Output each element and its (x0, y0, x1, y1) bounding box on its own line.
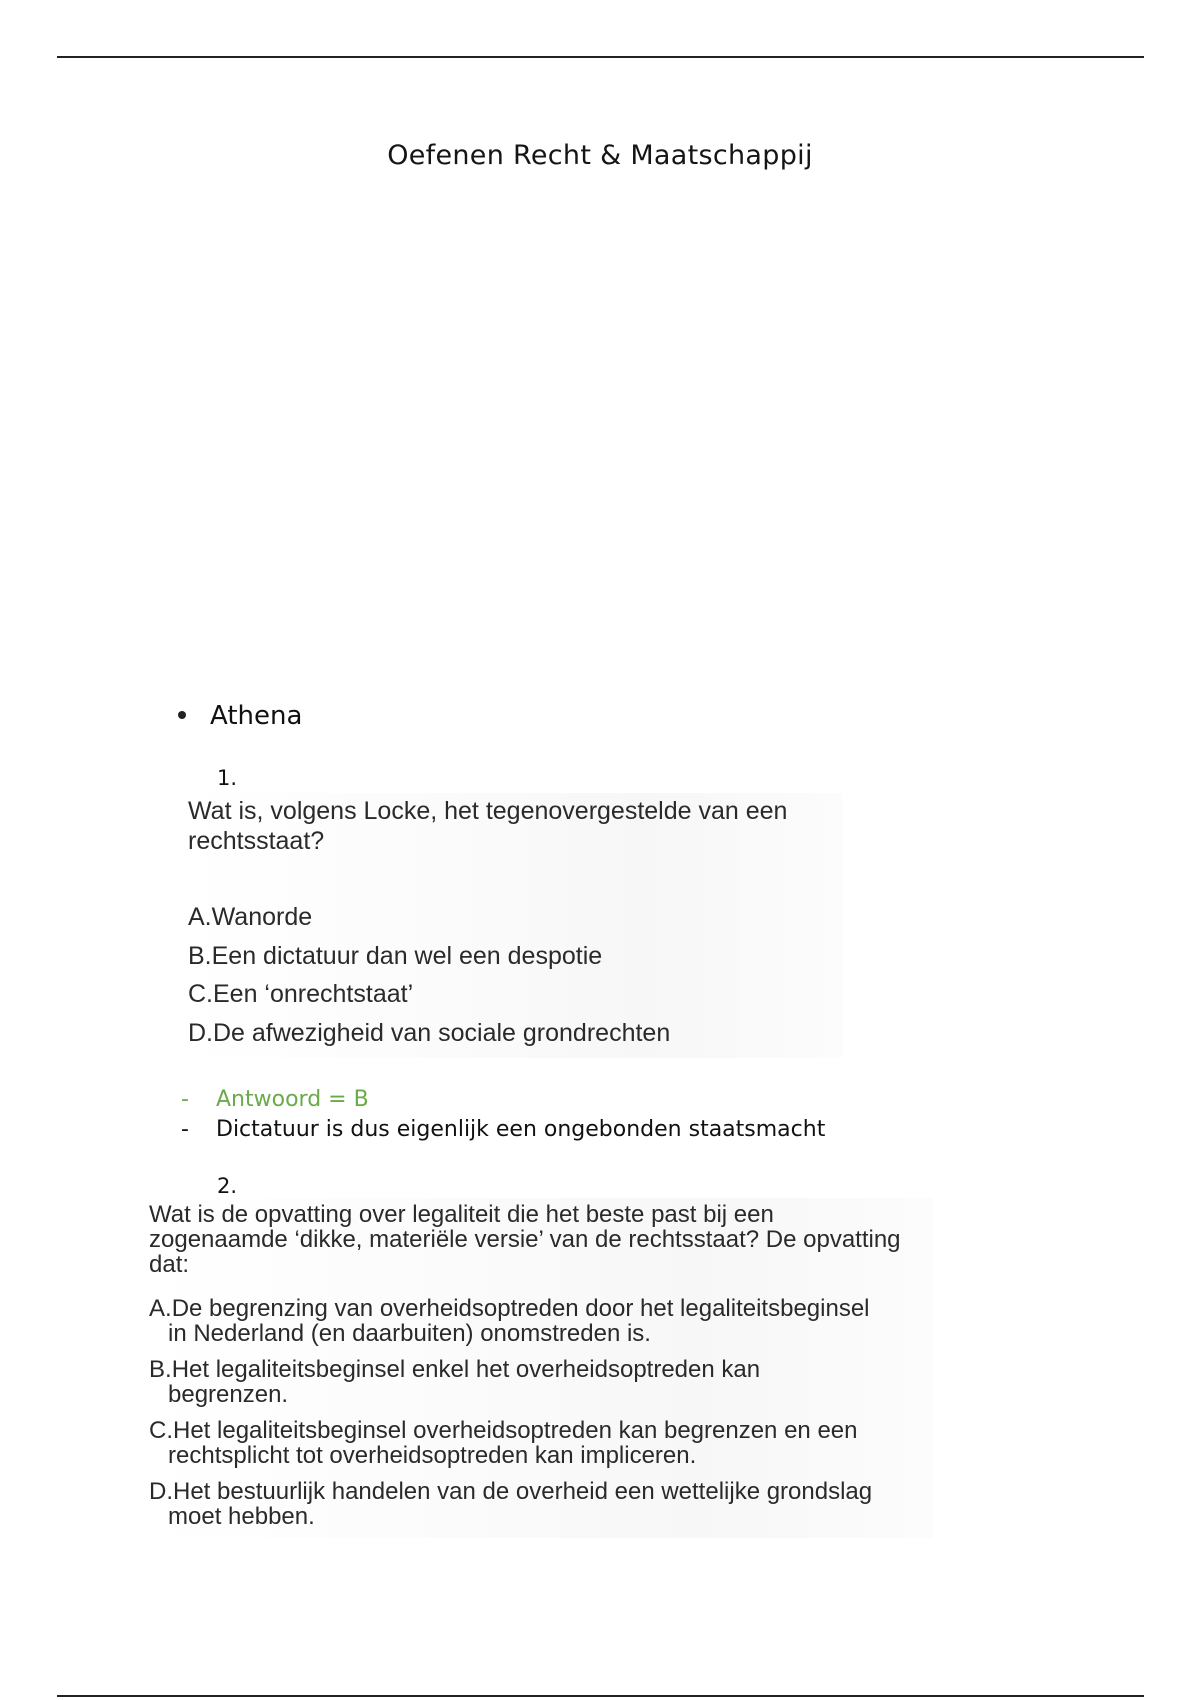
question-1-text: Wat is, volgens Locke, het tegenovergestelde van een rechtsstaat? (188, 797, 788, 855)
section-label: Athena (210, 701, 303, 731)
document-title: Oefenen Recht & Maatschappij (387, 140, 813, 171)
question-1-option-d (188, 1019, 670, 1048)
question-1-number: 1. (217, 766, 238, 790)
question-2-option-d (149, 1479, 919, 1529)
question-2-option-a (149, 1296, 919, 1346)
option-continuation: in Nederland (en daarbuiten) onomstreden is. (168, 1320, 651, 1347)
explanation-text: Dictatuur is dus eigenlijk een ongebonden staatsmacht (216, 1117, 826, 1142)
option-letter: A. (149, 1295, 172, 1322)
option-letter: D. (149, 1478, 173, 1505)
option-text: Een dictatuur dan wel een despotie (211, 942, 603, 970)
option-letter: C. (188, 980, 213, 1008)
option-text: Het bestuurlijk handelen van de overheid een wettelijke grondslag (173, 1478, 873, 1505)
question-2-number: 2. (217, 1174, 238, 1198)
option-text: Het legaliteitsbeginsel overheidsoptreden kan begrenzen en een (173, 1417, 858, 1444)
option-continuation: rechtsplicht tot overheidsoptreden kan impliceren. (168, 1442, 697, 1469)
question-2-option-b (149, 1357, 919, 1407)
option-continuation: begrenzen. (168, 1381, 289, 1408)
option-letter: B. (149, 1356, 172, 1383)
option-letter: D. (188, 1019, 213, 1047)
option-text: Het legaliteitsbeginsel enkel het overheidsoptreden kan (171, 1356, 761, 1383)
question-1-answer (181, 1087, 369, 1112)
bullet-icon (178, 711, 186, 719)
question-1-option-b (188, 942, 602, 971)
option-letter: C. (149, 1417, 173, 1444)
question-2-option-c (149, 1418, 919, 1468)
option-text: De begrenzing van overheidsoptreden door het legaliteitsbeginsel (171, 1295, 870, 1322)
question-2-text: Wat is de opvatting over legaliteit die het beste past bij een zogenaamde ‘dikke, materiële versie’ van de rechtsstaat? De opvatting dat: (149, 1201, 901, 1278)
question-1-option-a (188, 903, 312, 932)
section-bullet-item (178, 701, 302, 731)
option-text: Een ‘onrechtstaat’ (213, 980, 414, 1008)
dash-icon: - (181, 1087, 189, 1112)
question-2-image (143, 1198, 933, 1538)
question-1-explanation (181, 1117, 825, 1142)
option-letter: B. (188, 942, 212, 970)
footer-rule (57, 1695, 1144, 1697)
question-1-image (182, 793, 842, 1058)
option-text: Wanorde (211, 903, 313, 931)
question-1-option-c (188, 980, 413, 1009)
option-text: De afwezigheid van sociale grondrechten (213, 1019, 671, 1047)
answer-text: Antwoord = B (216, 1087, 369, 1112)
option-continuation: moet hebben. (168, 1503, 315, 1530)
option-letter: A. (188, 903, 212, 931)
header-rule (57, 56, 1144, 58)
dash-icon: - (181, 1117, 189, 1142)
